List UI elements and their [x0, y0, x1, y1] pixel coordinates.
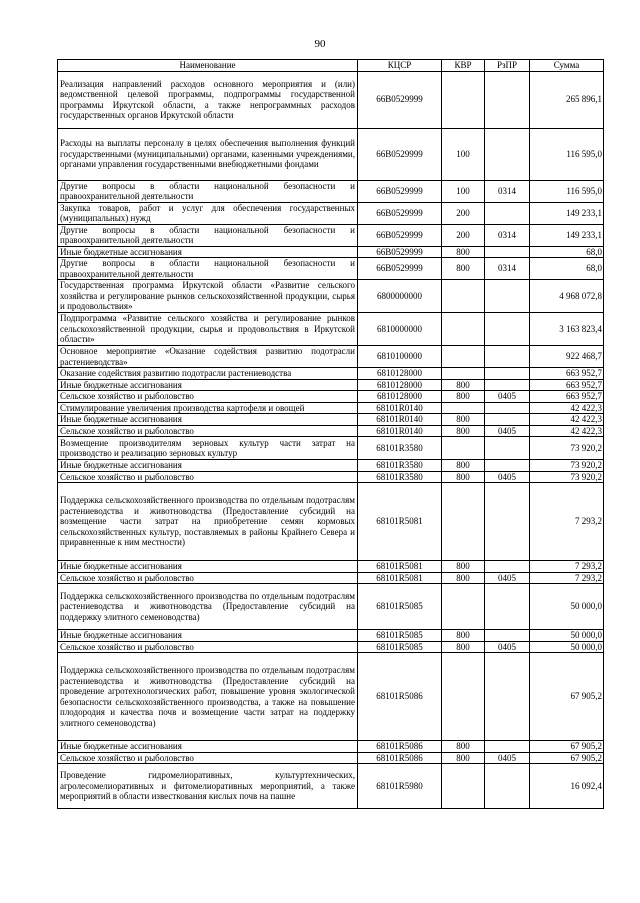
cell-kvr: 800 [442, 246, 485, 258]
cell-kvr: 800 [442, 425, 485, 437]
cell-code: 68101R5085 [358, 630, 442, 642]
cell-name: Реализация направлений расходов основного мероприятия и (или) ведомственной целевой программы, подпрограммы государственной программы Иркутской области, а также непрограммных расходов государственных органов Иркутской области [58, 71, 358, 128]
table-row [58, 584, 604, 630]
cell-sum: 67 905,2 [530, 653, 604, 741]
cell-rzpr [485, 128, 530, 180]
cell-rzpr [485, 346, 530, 368]
cell-code: 66В0529999 [358, 224, 442, 246]
cell-rzpr [485, 71, 530, 128]
cell-kvr [442, 280, 485, 313]
table-row [58, 414, 604, 426]
cell-name: Поддержка сельскохозяйственного производства по отдельным подотраслям растениеводства и животноводства (Предоставление субсидий на поддержку элитного семеноводства) [58, 584, 358, 630]
cell-name: Другие вопросы в области национальной безопасности и правоохранительной деятельности [58, 180, 358, 202]
page-number: 90 [314, 38, 326, 50]
cell-rzpr [485, 630, 530, 642]
cell-code: 66В0529999 [358, 258, 442, 280]
header-name: Наименование [58, 60, 358, 72]
cell-rzpr: 0314 [485, 258, 530, 280]
table-row [58, 641, 604, 653]
cell-code: 6810000000 [358, 313, 442, 346]
table-row [58, 180, 604, 202]
cell-sum: 149 233,1 [530, 202, 604, 224]
cell-code: 66В0529999 [358, 246, 442, 258]
cell-sum: 68,0 [530, 246, 604, 258]
cell-sum: 663 952,7 [530, 368, 604, 380]
cell-sum: 116 595,0 [530, 128, 604, 180]
cell-sum: 73 920,2 [530, 460, 604, 472]
cell-sum: 73 920,2 [530, 471, 604, 483]
table-row [58, 379, 604, 391]
cell-sum: 42 422,3 [530, 414, 604, 426]
cell-sum: 67 905,2 [530, 741, 604, 753]
table-row [58, 572, 604, 584]
cell-kvr: 100 [442, 128, 485, 180]
table-row [58, 402, 604, 414]
cell-kvr: 800 [442, 471, 485, 483]
cell-name: Сельское хозяйство и рыболовство [58, 752, 358, 764]
cell-code: 6800000000 [358, 280, 442, 313]
cell-kvr: 800 [442, 414, 485, 426]
cell-name: Расходы на выплаты персоналу в целях обеспечения выполнения функций государственными (муниципальными) органами, казенными учреждениями, органами управления государственными внебюджетными фондами [58, 128, 358, 180]
cell-name: Иные бюджетные ассигнования [58, 246, 358, 258]
cell-code: 66В0529999 [358, 71, 442, 128]
cell-rzpr: 0405 [485, 752, 530, 764]
cell-code: 68101R3580 [358, 471, 442, 483]
cell-rzpr [485, 741, 530, 753]
cell-sum: 42 422,3 [530, 425, 604, 437]
table-row [58, 471, 604, 483]
cell-code: 68101R5081 [358, 483, 442, 561]
cell-name: Другие вопросы в области национальной безопасности и правоохранительной деятельности [58, 258, 358, 280]
cell-sum: 50 000,0 [530, 641, 604, 653]
cell-sum: 922 468,7 [530, 346, 604, 368]
cell-sum: 149 233,1 [530, 224, 604, 246]
table-row [58, 437, 604, 460]
header-rzpr: РзПР [485, 60, 530, 72]
cell-kvr: 100 [442, 180, 485, 202]
cell-code: 68101R5085 [358, 641, 442, 653]
cell-sum: 73 920,2 [530, 437, 604, 460]
cell-kvr [442, 71, 485, 128]
cell-sum: 7 293,2 [530, 561, 604, 573]
table-row [58, 246, 604, 258]
cell-sum: 67 905,2 [530, 752, 604, 764]
cell-name: Сельское хозяйство и рыболовство [58, 425, 358, 437]
cell-code: 68101R5086 [358, 653, 442, 741]
cell-rzpr [485, 653, 530, 741]
cell-sum: 42 422,3 [530, 402, 604, 414]
table-row [58, 71, 604, 128]
cell-name: Сельское хозяйство и рыболовство [58, 471, 358, 483]
cell-rzpr: 0405 [485, 641, 530, 653]
cell-rzpr [485, 584, 530, 630]
cell-code: 66В0529999 [358, 180, 442, 202]
cell-code: 68101R0140 [358, 414, 442, 426]
table-row [58, 391, 604, 403]
cell-code: 68101R3580 [358, 437, 442, 460]
cell-code: 6810128000 [358, 379, 442, 391]
cell-rzpr: 0314 [485, 180, 530, 202]
cell-name: Поддержка сельскохозяйственного производства по отдельным подотраслям растениеводства и животноводства (Предоставление субсидий на проведение агротехнологических работ, повышение уровня экологической безопасности сельскохозяйственного производства, а также на повышение плодородия и качества почв и возмещение части затрат на поддержку элитного семеноводства) [58, 653, 358, 741]
cell-name: Иные бюджетные ассигнования [58, 460, 358, 472]
cell-sum: 265 896,1 [530, 71, 604, 128]
cell-kvr [442, 584, 485, 630]
cell-name: Проведение гидромелиоративных, культуртехнических, агролесомелиоративных и фитомелиоративных мероприятий, а также мероприятий в области известкования кислых почв на пашне [58, 764, 358, 809]
cell-code: 68101R5081 [358, 572, 442, 584]
cell-kvr: 800 [442, 391, 485, 403]
cell-code: 68101R5980 [358, 764, 442, 809]
table-row [58, 313, 604, 346]
cell-name: Другие вопросы в области национальной безопасности и правоохранительной деятельности [58, 224, 358, 246]
cell-sum: 68,0 [530, 258, 604, 280]
cell-kvr [442, 402, 485, 414]
cell-rzpr [485, 764, 530, 809]
cell-sum: 50 000,0 [530, 584, 604, 630]
table-row [58, 368, 604, 380]
cell-kvr: 800 [442, 258, 485, 280]
cell-rzpr [485, 368, 530, 380]
cell-rzpr [485, 313, 530, 346]
cell-sum: 50 000,0 [530, 630, 604, 642]
budget-table [57, 59, 604, 809]
cell-kvr: 800 [442, 572, 485, 584]
cell-kvr [442, 653, 485, 741]
cell-rzpr: 0405 [485, 391, 530, 403]
cell-kvr: 800 [442, 460, 485, 472]
table-row [58, 128, 604, 180]
cell-name: Иные бюджетные ассигнования [58, 414, 358, 426]
cell-sum: 4 968 072,8 [530, 280, 604, 313]
cell-sum: 7 293,2 [530, 483, 604, 561]
table-row [58, 224, 604, 246]
cell-kvr: 800 [442, 741, 485, 753]
cell-code: 66В0529999 [358, 128, 442, 180]
cell-code: 6810128000 [358, 368, 442, 380]
cell-code: 68101R5085 [358, 584, 442, 630]
cell-code: 68101R5081 [358, 561, 442, 573]
cell-kvr: 800 [442, 630, 485, 642]
table-row [58, 653, 604, 741]
cell-kvr [442, 483, 485, 561]
table-header [58, 60, 604, 72]
cell-rzpr [485, 414, 530, 426]
cell-sum: 116 595,0 [530, 180, 604, 202]
cell-name: Иные бюджетные ассигнования [58, 630, 358, 642]
cell-name: Стимулирование увеличения производства картофеля и овощей [58, 402, 358, 414]
table-row [58, 346, 604, 368]
table-row [58, 483, 604, 561]
cell-name: Сельское хозяйство и рыболовство [58, 391, 358, 403]
cell-code: 6810128000 [358, 391, 442, 403]
cell-kvr: 200 [442, 202, 485, 224]
cell-rzpr [485, 280, 530, 313]
cell-name: Поддержка сельскохозяйственного производства по отдельным подотраслям растениеводства и животноводства (Предоставление субсидий на возмещение части затрат на приобретение семян кормовых сельскохозяйственных культур, поставляемых в районы Крайнего Севера и приравненные к ним местности) [58, 483, 358, 561]
cell-rzpr [485, 437, 530, 460]
table-row [58, 258, 604, 280]
cell-rzpr [485, 246, 530, 258]
table-row [58, 202, 604, 224]
table-row [58, 752, 604, 764]
cell-kvr: 200 [442, 224, 485, 246]
cell-name: Основное мероприятие «Оказание содействия развитию подотрасли растениеводства» [58, 346, 358, 368]
cell-rzpr: 0405 [485, 471, 530, 483]
cell-kvr: 800 [442, 379, 485, 391]
cell-name: Иные бюджетные ассигнования [58, 741, 358, 753]
cell-code: 68101R0140 [358, 402, 442, 414]
cell-sum: 663 952,7 [530, 391, 604, 403]
cell-sum: 663 952,7 [530, 379, 604, 391]
cell-kvr: 800 [442, 561, 485, 573]
cell-kvr [442, 346, 485, 368]
cell-name: Сельское хозяйство и рыболовство [58, 572, 358, 584]
header-kvr: КВР [442, 60, 485, 72]
cell-code: 68101R0140 [358, 425, 442, 437]
cell-sum: 16 092,4 [530, 764, 604, 809]
cell-name: Закупка товаров, работ и услуг для обеспечения государственных (муниципальных) нужд [58, 202, 358, 224]
cell-name: Возмещение производителям зерновых культур части затрат на производство и реализацию зерновых культур [58, 437, 358, 460]
table-row [58, 561, 604, 573]
cell-rzpr [485, 202, 530, 224]
table-row [58, 460, 604, 472]
table-row [58, 630, 604, 642]
cell-sum: 3 163 823,4 [530, 313, 604, 346]
cell-name: Сельское хозяйство и рыболовство [58, 641, 358, 653]
cell-rzpr [485, 483, 530, 561]
cell-name: Иные бюджетные ассигнования [58, 561, 358, 573]
cell-code: 66В0529999 [358, 202, 442, 224]
cell-rzpr: 0405 [485, 425, 530, 437]
table-row [58, 764, 604, 809]
cell-kvr [442, 313, 485, 346]
table-row [58, 425, 604, 437]
cell-sum: 7 293,2 [530, 572, 604, 584]
cell-rzpr [485, 402, 530, 414]
cell-kvr [442, 437, 485, 460]
cell-rzpr: 0405 [485, 572, 530, 584]
cell-code: 6810100000 [358, 346, 442, 368]
cell-name: Подпрограмма «Развитие сельского хозяйства и регулирование рынков сельскохозяйственной продукции, сырья и продовольствия в Иркутской области» [58, 313, 358, 346]
cell-name: Иные бюджетные ассигнования [58, 379, 358, 391]
cell-rzpr [485, 379, 530, 391]
cell-name: Оказание содействия развитию подотрасли растениеводства [58, 368, 358, 380]
cell-kvr [442, 764, 485, 809]
header-kcsr: КЦСР [358, 60, 442, 72]
cell-kvr: 800 [442, 641, 485, 653]
cell-code: 68101R5086 [358, 752, 442, 764]
cell-rzpr: 0314 [485, 224, 530, 246]
cell-kvr: 800 [442, 752, 485, 764]
cell-name: Государственная программа Иркутской области «Развитие сельского хозяйства и регулирование рынков сельскохозяйственной продукции, сырья и продовольствия» [58, 280, 358, 313]
cell-rzpr [485, 460, 530, 472]
header-sum: Сумма [530, 60, 604, 72]
cell-rzpr [485, 561, 530, 573]
cell-code: 68101R5086 [358, 741, 442, 753]
table-row [58, 741, 604, 753]
table-row [58, 280, 604, 313]
cell-code: 68101R3580 [358, 460, 442, 472]
cell-kvr [442, 368, 485, 380]
